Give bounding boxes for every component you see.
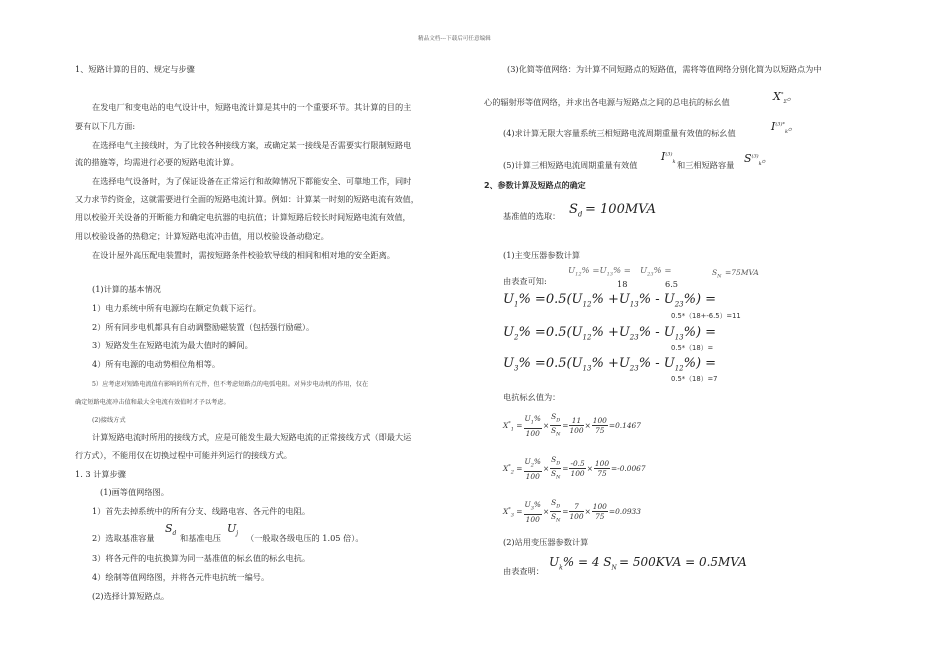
intro-line-2: 要有以下几方面:: [75, 121, 136, 131]
wiring-line-2: 行方式），不能用仅在切换过程中可能并列运行的接线方式。: [75, 450, 292, 460]
section-2-title: 2、参数计算及短路点的确定: [484, 181, 586, 190]
s-k-symbol: $S^{(3)}_k$。: [744, 152, 773, 168]
basic-item-3: 3）短路发生在短路电流为最大值时的瞬间。: [92, 340, 253, 350]
sn-symbol: $S_N$: [712, 268, 722, 280]
u2-formula: $U_2\% =0.5(U_{12}\% +U_{23}\% - U_{13}\%)$ =: [503, 325, 717, 342]
page-header: 精品文档---下载后可任意编辑: [418, 36, 491, 42]
uk-symbol: $U_k\% = 4$ $S_N$: [549, 555, 617, 572]
aux-transformer-title: (2)站用变压器参数计算: [503, 537, 589, 547]
para-1a: 在选择电气主接线时，为了比较各种接线方案，或确定某一接线是否需要实行限制短路电: [92, 140, 412, 150]
u2-result: 0.5*（18）=: [671, 344, 714, 352]
aux-value: = 500KVA = 0.5MVA: [619, 555, 747, 569]
step-1: 1）首先去掉系统中的所有分支、线路电容、各元件的电阻。: [92, 506, 311, 516]
sn-value: =75MVA: [725, 268, 759, 277]
steps-title: 1. 3 计算步骤: [75, 469, 126, 479]
main-transformer-title: (1)主变压器参数计算: [503, 250, 581, 260]
step-draw-network: (1)画等值网络图。: [100, 487, 169, 497]
wiring-title: (2)接线方式: [92, 417, 126, 424]
step-2-lead: 2）选取基准容量: [92, 533, 155, 543]
para-2b: 又力求节约资金，这就需要进行全面的短路电流计算。例如：计算某一时刻的短路电流有效值，: [75, 194, 419, 204]
simplify-line-2: 心的辐射形等值网络，并求出各电源与短路点之间的总电抗的标幺值: [484, 97, 730, 107]
x1-formula: $X^*_1$ = $\frac{U_1\%}{100}$ × $\frac{S_D}{S_N}$ = $\frac{11}{100}$ × $\frac{100}{75}$ =0.1467: [503, 412, 641, 438]
u12-eq: $U_{12}\% =U_{13}\%$ =: [568, 266, 631, 278]
x1-result: =0.1467: [608, 420, 641, 430]
wiring-line-1: 计算短路电流时所用的接线方式，应是可能发生最大短路电流的正常接线方式（即最大运: [92, 432, 412, 442]
x2-result: =-0.0067: [611, 463, 646, 473]
section-1-title: 1、短路计算的目的、规定与步骤: [75, 64, 195, 74]
aux-lookup-label: 由表查明：: [503, 566, 544, 576]
u1-formula: $U_1\% =0.5(U_{12}\% +U_{13}\% - U_{23}\%)$ =: [503, 292, 717, 309]
x-sigma-symbol: $X^*_\Sigma$。: [773, 90, 798, 106]
u23-value: 6.5: [665, 279, 679, 289]
para-1b: 流的措施等，均需进行必要的短路电流计算。: [75, 157, 239, 167]
u3-result: 0.5*（18）=7: [671, 375, 718, 383]
basic-item-5a: 5）应考虑对短路电流值有影响的所有元件，但不考虑短路点的电弧电阻。对异步电动机的作用，仅在: [92, 381, 369, 388]
step-4: 4）绘制等值网络图，并将各元件电抗统一编号。: [92, 572, 270, 582]
basic-item-2: 2）所有同步电机都具有自动调整励磁装置（包括强行励磁）。: [92, 322, 315, 332]
reactance-title: 电抗标幺值为：: [503, 392, 561, 402]
u3-formula: $U_3\% =0.5(U_{13}\% +U_{23}\% - U_{12}\%)$ =: [503, 356, 717, 373]
sd-base-symbol: $S_d$: [569, 202, 583, 219]
step-2-mid: 和基准电压: [180, 533, 221, 543]
para-2a: 在选择电气设备时，为了保证设备在正常运行和故障情况下都能安全、可靠地工作，同时: [92, 176, 412, 186]
calc-line-b: 和三相短路容量: [677, 160, 735, 170]
simplify-line-1: (3)化简等值网络：为计算不同短路点的短路值，需将等值网络分别化简为以短路点为中: [507, 64, 822, 74]
step-2-tail: （一般取各级电压的 1.05 倍）。: [246, 533, 364, 543]
basic-item-5b: 确定短路电流冲击值和最大全电流有效值时才予以考虑。: [75, 399, 230, 406]
base-label: 基准值的选取：: [503, 211, 561, 221]
para-2d: 用以校验设备的热稳定；计算短路电流冲击值，用以校验设备动稳定。: [75, 231, 329, 241]
infinite-system-line: (4)求计算无限大容量系统三相短路电流周期重量有效值的标幺值: [503, 128, 736, 138]
step-3: 3）将各元件的电抗换算为同一基准值的标幺值的标幺电抗。: [92, 553, 311, 563]
intro-line-1: 在发电厂和变电站的电气设计中，短路电流计算是其中的一个重要环节。其计算的目的主: [92, 102, 412, 112]
lookup-label: 由表查可知:: [503, 276, 547, 286]
u1-result: 0.5*（18+-6.5）=11: [671, 312, 741, 320]
x3-result: =0.0933: [608, 506, 641, 516]
ud-symbol: $U_j$: [227, 522, 239, 538]
base-value: = 100MVA: [585, 202, 657, 217]
i-k-symbol: $I^{(3)}_k$: [661, 150, 676, 166]
basic-item-4: 4）所有电源的电动势相位角相等。: [92, 359, 221, 369]
step-5: (2)选择计算短路点。: [92, 591, 170, 601]
u12-value: 18: [617, 279, 628, 289]
calc-line-a: (5)计算三相短路电流周期重量有效值: [503, 160, 638, 170]
para-2c: 用以校验开关设备的开断能力和确定电抗器的电抗值；计算短路后较长时间短路电流有效值，: [75, 212, 411, 222]
u23-eq: $U_{23}\%$ =: [640, 266, 672, 278]
para-3: 在设计屋外高压配电装置时，需按短路条件校验软导线的相间和相对地的安全距离。: [92, 250, 395, 260]
basic-item-1: 1）电力系统中所有电源均在额定负载下运行。: [92, 303, 261, 313]
basic-title: (1)计算的基本情况: [92, 284, 161, 294]
sd-symbol: $S_d$: [165, 522, 177, 538]
x3-formula: $X^*_3$ = $\frac{U_3\%}{100}$ × $\frac{S_D}{S_N}$ = $\frac{7}{100}$ × $\frac{100}{75}$ =0.0933: [503, 498, 641, 524]
i-k3-symbol: $I^{(3)*}_k$。: [771, 120, 799, 136]
x2-formula: $X^*_2$ = $\frac{U_2\%}{100}$ × $\frac{S_D}{S_N}$ = $\frac{-0.5}{100}$ × $\frac{100}{75}$ =-0.0067: [503, 455, 646, 481]
